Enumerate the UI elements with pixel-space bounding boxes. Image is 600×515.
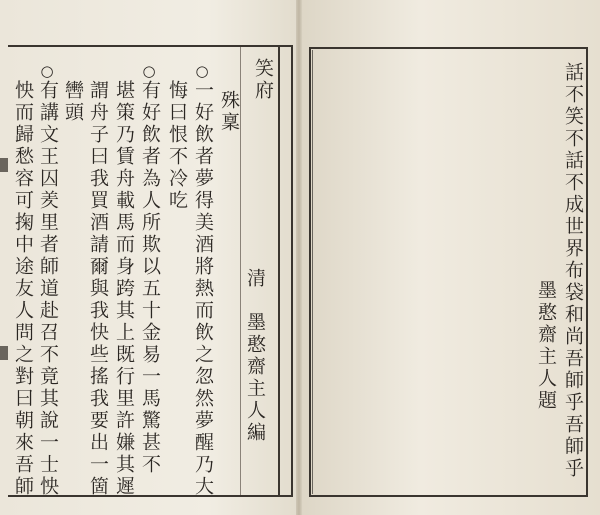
- fold-mark: [0, 346, 8, 360]
- compiler-name: 墨憨齋主人編: [244, 312, 266, 444]
- text-line: 謂舟子曰我買酒請爾與我快些搖我要出一箇: [87, 80, 109, 498]
- section-title: 殊稟: [218, 90, 240, 134]
- text-line: 轡頭: [62, 80, 84, 124]
- text-line: 堪策乃賃舟載馬而身跨其上既行里許嫌其遲: [113, 80, 135, 498]
- left-header-rule: [240, 47, 241, 495]
- preface-signature: 墨憨齋主人題: [535, 280, 557, 412]
- fold-mark: [0, 158, 8, 172]
- right-inner-rule: [312, 50, 313, 494]
- text-line: 怏而歸愁容可掬中途友人問之對曰朝來吾師: [12, 80, 34, 498]
- text-line: 有講文王囚羑里者師道赴召不竟其說一士怏: [37, 80, 59, 498]
- left-inner-rule: [278, 45, 280, 497]
- page-header: 笑府: [252, 58, 274, 102]
- text-line: 有好飲者為人所欺以五十金易一馬驚甚不: [139, 80, 161, 476]
- text-line: 一好飲者夢得美酒將熱而飲之忽然夢醒乃大: [192, 80, 214, 498]
- book-gutter: [296, 0, 302, 515]
- entry-marker: ○: [193, 62, 211, 83]
- text-line: 悔曰恨不冷吃: [166, 80, 188, 212]
- entry-marker: ○: [140, 62, 158, 83]
- entry-marker: ○: [38, 62, 56, 83]
- compiler-dynasty: 清: [244, 268, 266, 290]
- right-page-frame: [309, 47, 588, 497]
- preface-line: 話不笑不話不成世界布袋和尚吾師乎吾師乎: [562, 62, 584, 480]
